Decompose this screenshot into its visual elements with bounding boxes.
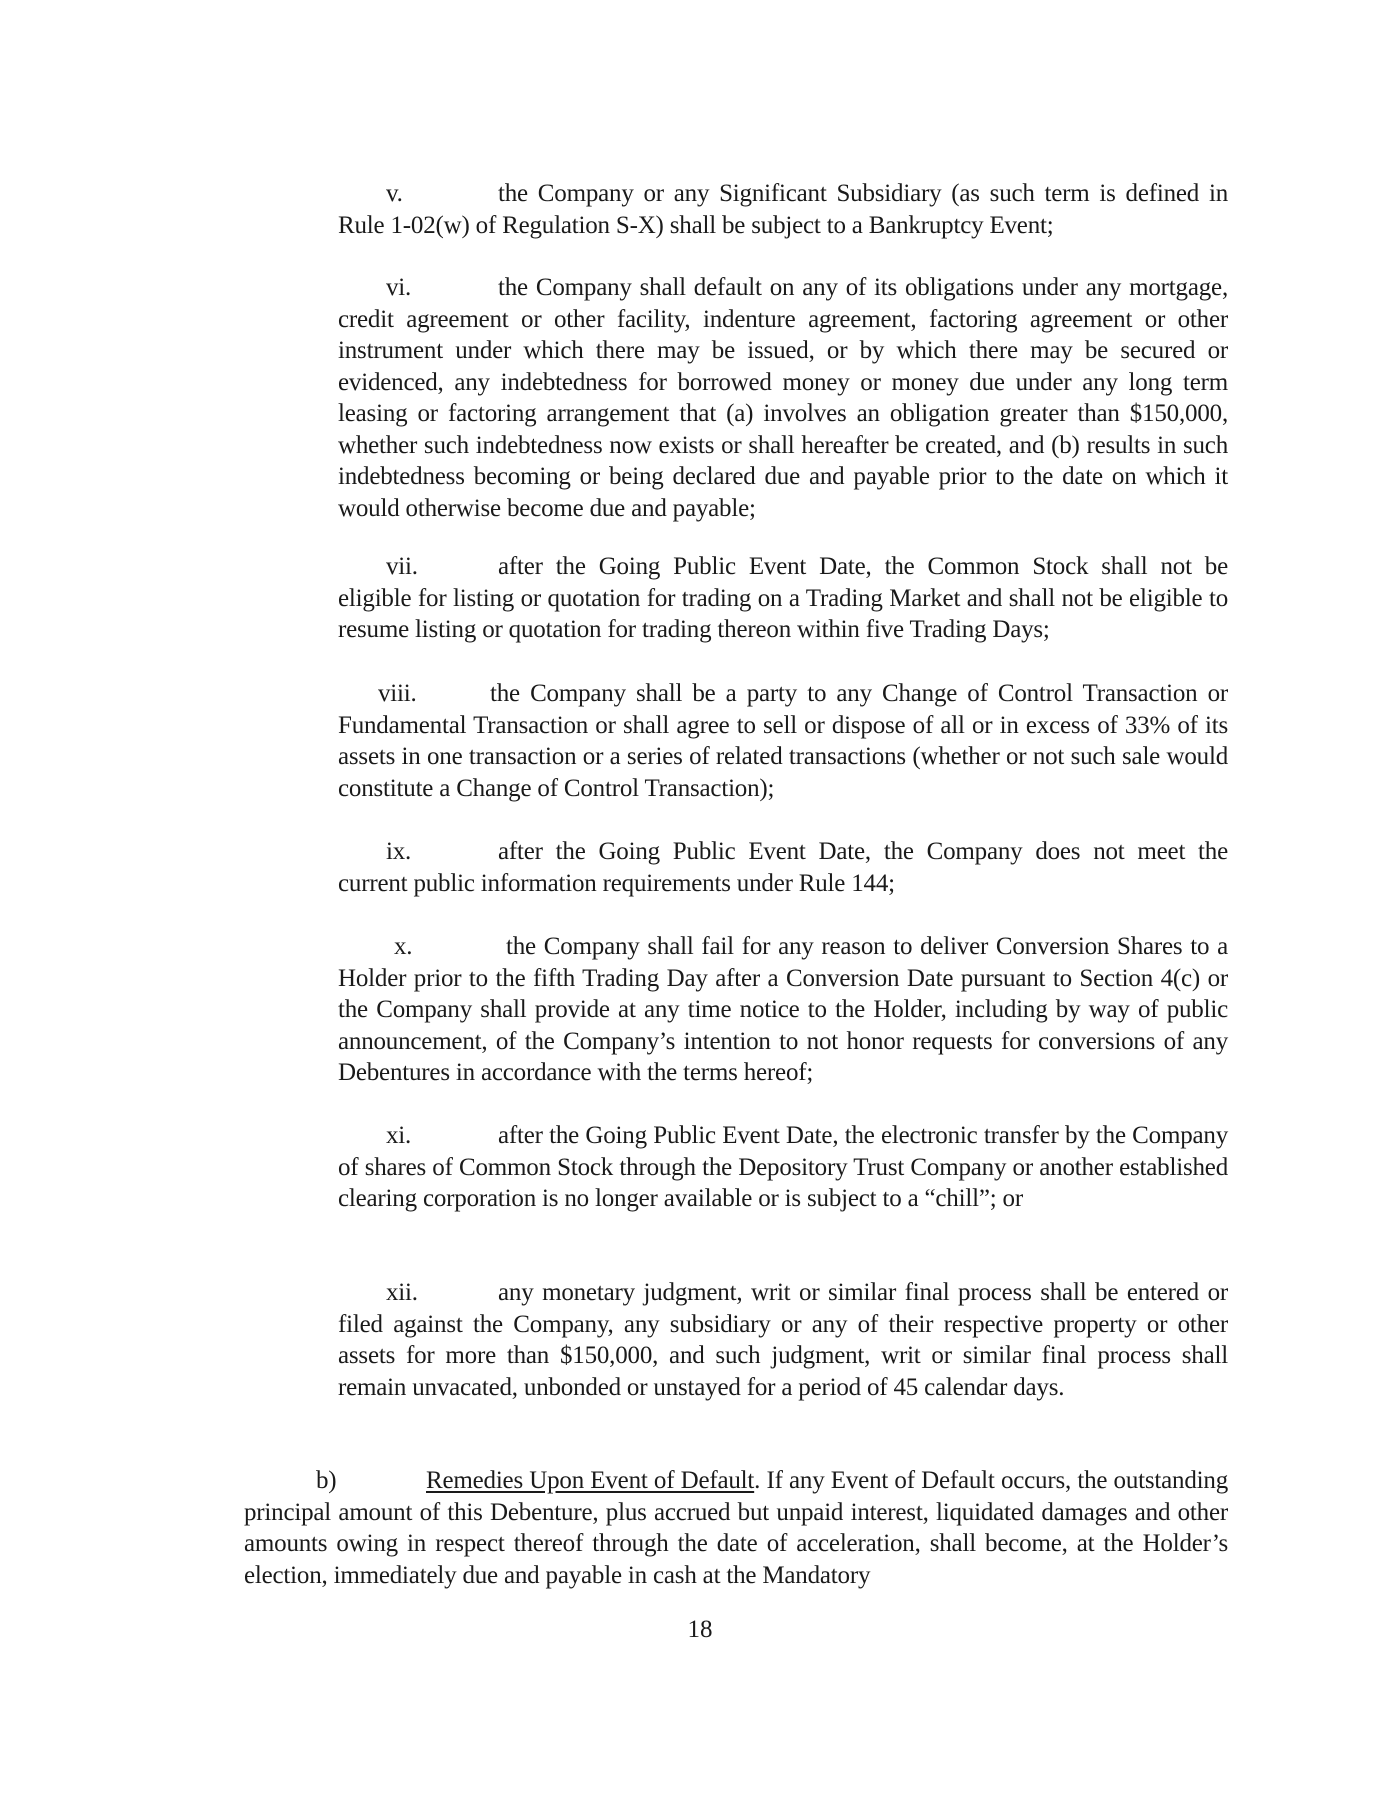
remedies-paragraph [244,1465,1228,1591]
item-text: after the Going Public Event Date, the Company does not meet the current public information requirements under Rule 144; [338,838,1228,897]
paragraph-text: . If any Event of Default occurs, the outstanding principal amount of this Debenture, plus accrued but unpaid interest, liquidated damages and other amounts owing in respect thereof through the date of acceleration, shall become, at the Holder’s election, immediately due and payable in cash at the Mandatory [244,1467,1229,1589]
item-numeral: vii. [386,553,418,580]
section-heading: Remedies Upon Event of Default [426,1467,755,1494]
list-item-xii [338,1277,1228,1403]
list-item-x [338,931,1228,1089]
item-text: the Company or any Significant Subsidiary (as such term is defined in Rule 1-02(w) of Regulation S-X) shall be subject to a Bankruptcy Event; [338,180,1228,239]
paragraph-label: b) [316,1467,337,1494]
item-text: the Company shall default on any of its obligations under any mortgage, credit agreement or other facility, indenture agreement, factoring agreement or other instrument under which there may be issued, or by which there may be secured or evidenced, any indebtedness for borrowed money or money due under any long term leasing or factoring arrangement that (a) involves an obligation greater than $150,000, whether such indebtedness now exists or shall hereafter be created, and (b) results in such indebtedness becoming or being declared due and payable prior to the date on which it would otherwise become due and payable; [338,274,1228,522]
item-text: after the Going Public Event Date, the Common Stock shall not be eligible for listing or quotation for trading on a Trading Market and shall not be eligible to resume listing or quotation for trading thereon within five Trading Days; [338,553,1228,643]
page-number: 18 [687,1616,713,1643]
item-numeral: xii. [386,1279,418,1306]
item-numeral: x. [394,933,413,960]
list-item-xi [338,1120,1228,1215]
list-item-viii [338,678,1228,804]
item-text: the Company shall fail for any reason to deliver Conversion Shares to a Holder prior to the fifth Trading Day after a Conversion Date pursuant to Section 4(c) or the Company shall provide at any time notice to the Holder, including by way of public announcement, of the Company’s intention to not honor requests for conversions of any Debentures in accordance with the terms hereof; [338,933,1228,1086]
item-numeral: viii. [378,680,417,707]
item-text: after the Going Public Event Date, the electronic transfer by the Company of shares of Common Stock through the Depository Trust Company or another established clearing corporation is no longer available or is subject to a “chill”; or [338,1122,1228,1212]
list-item-ix [338,836,1228,899]
list-item-vii [338,551,1228,646]
item-numeral: vi. [386,274,412,301]
item-text: the Company shall be a party to any Change of Control Transaction or Fundamental Transaction or shall agree to sell or dispose of all or in excess of 33% of its assets in one transaction or a series of related transactions (whether or not such sale would constitute a Change of Control Transaction); [338,680,1228,802]
item-numeral: v. [386,180,403,207]
item-numeral: ix. [386,838,412,865]
list-item-vi [338,272,1228,524]
list-item-v [338,178,1228,241]
item-text: any monetary judgment, writ or similar final process shall be entered or filed against the Company, any subsidiary or any of their respective property or other assets for more than $150,000, and such judgment, writ or similar final process shall remain unvacated, unbonded or unstayed for a period of 45 calendar days. [338,1279,1228,1401]
item-numeral: xi. [386,1122,412,1149]
